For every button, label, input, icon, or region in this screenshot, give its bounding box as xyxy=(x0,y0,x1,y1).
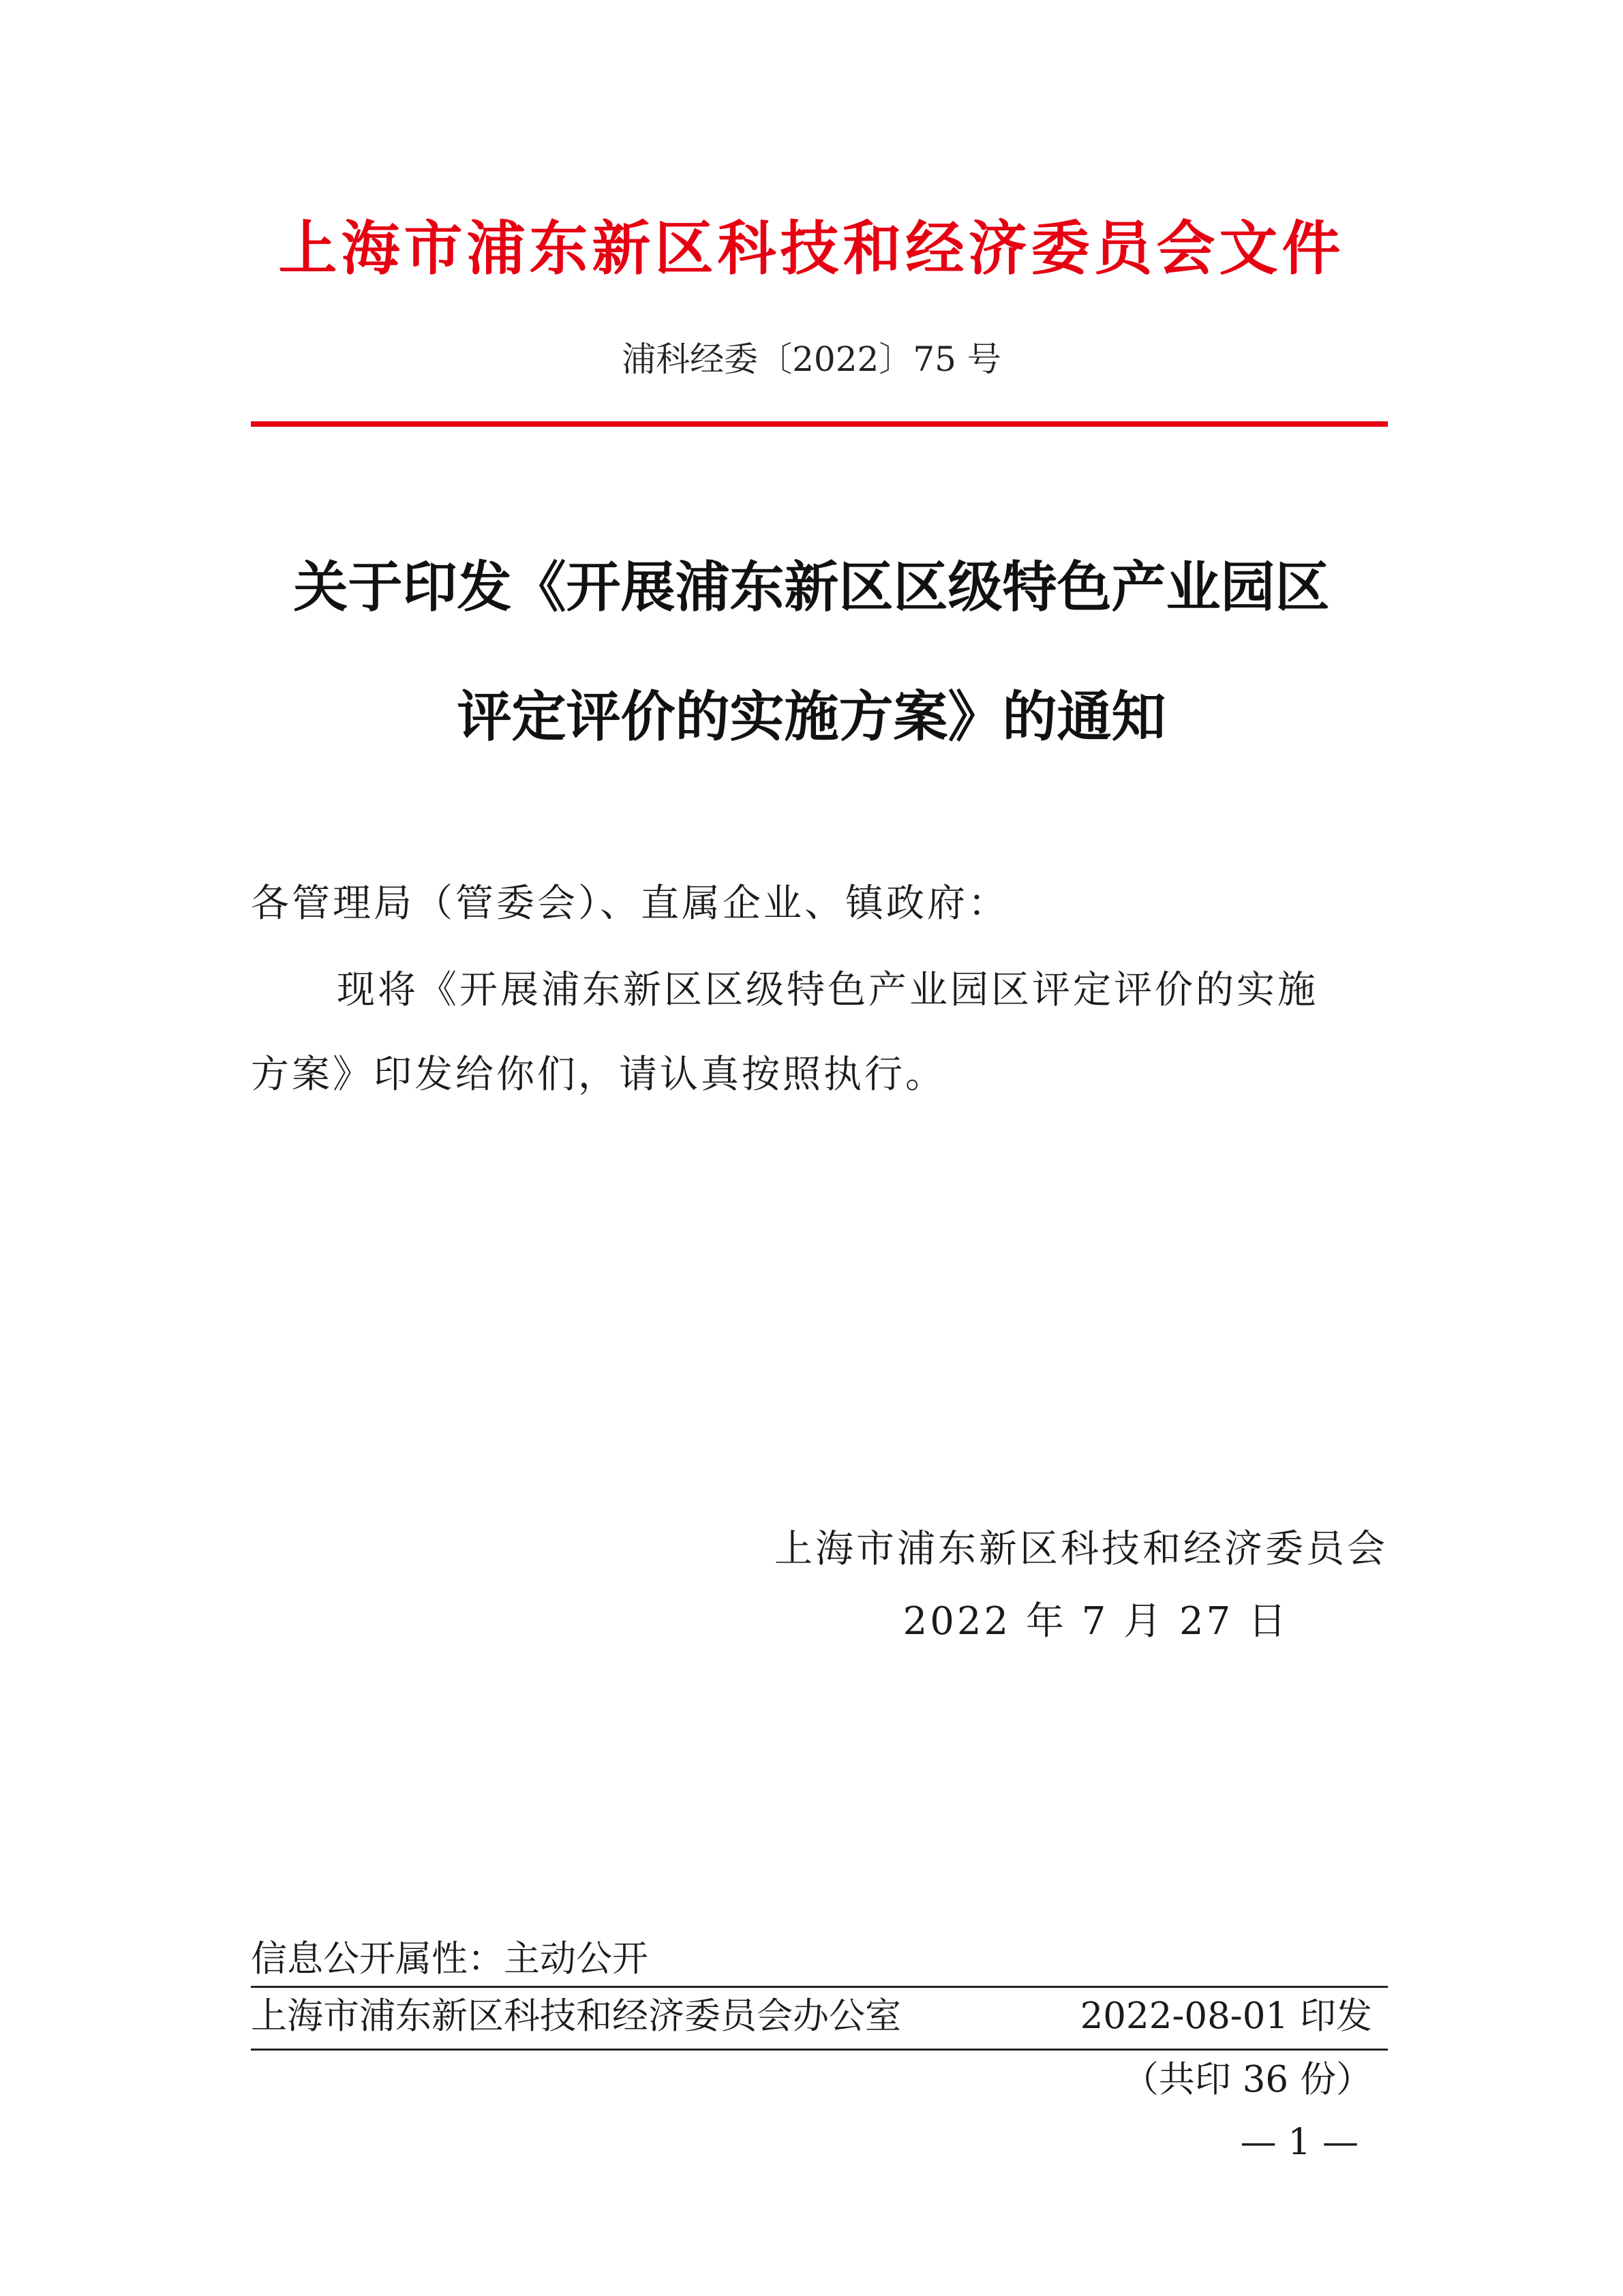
issue-date: 2022-08-01 印发 xyxy=(1080,1995,1372,2037)
salutation: 各管理局（管委会）、直属企业、镇政府： xyxy=(251,881,1009,926)
red-separator-line xyxy=(251,421,1388,427)
document-masthead: 上海市浦东新区科技和经济委员会文件 xyxy=(278,214,1345,283)
page-number: — 1 — xyxy=(1240,2121,1359,2163)
document-title-line-1: 关于印发《开展浦东新区区级特色产业园区 xyxy=(293,556,1330,619)
issuing-office: 上海市浦东新区科技和经济委员会办公室 xyxy=(251,1995,901,2037)
signature-date: 2022 年 7 月 27 日 xyxy=(902,1599,1289,1644)
disclosure-attribute: 信息公开属性：主动公开 xyxy=(251,1938,648,1980)
body-paragraph-line-2: 方案》印发给你们，请认真按照执行。 xyxy=(251,1053,946,1097)
signature-organization: 上海市浦东新区科技和经济委员会 xyxy=(774,1527,1388,1571)
footer-rule-bottom xyxy=(251,2049,1388,2051)
document-title-line-2: 评定评价的实施方案》的通知 xyxy=(457,685,1166,749)
print-copies: （共印 36 份） xyxy=(1122,2059,1372,2100)
body-paragraph-line-1: 现将《开展浦东新区区级特色产业园区评定评价的实施 xyxy=(337,968,1318,1012)
footer-rule-top xyxy=(251,1986,1388,1988)
document-number: 浦科经委〔2022〕75 号 xyxy=(622,339,1001,379)
